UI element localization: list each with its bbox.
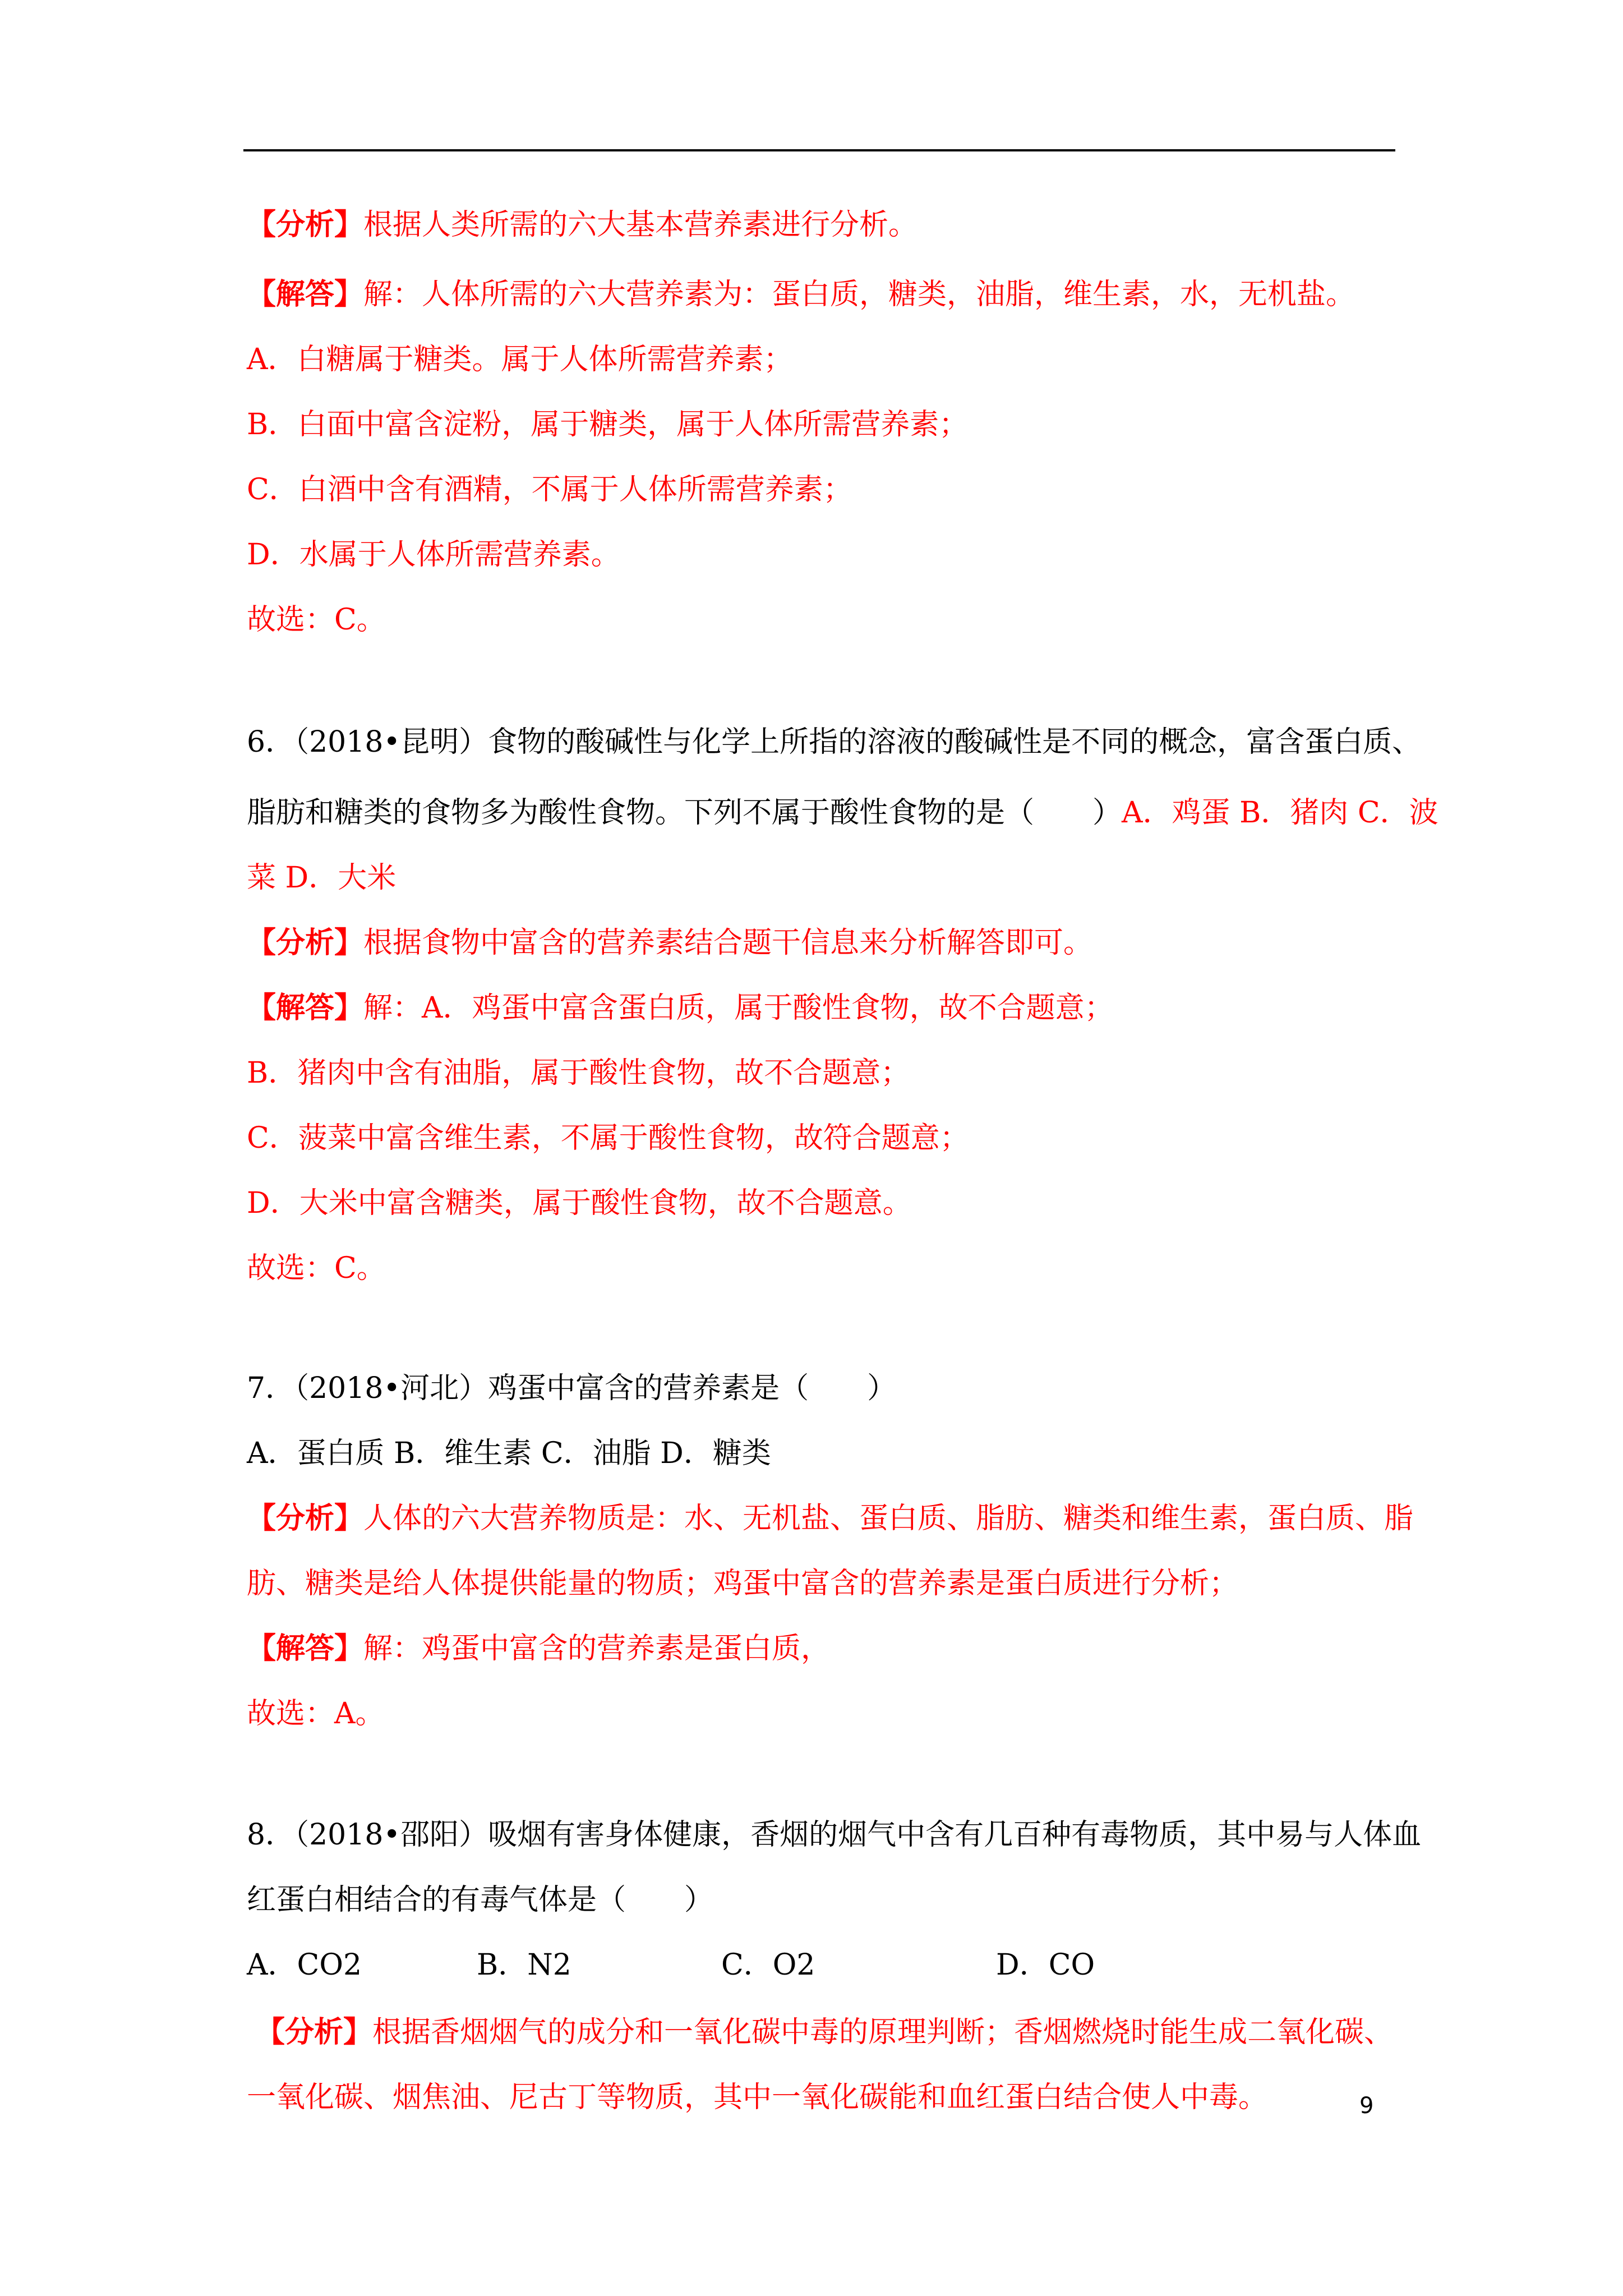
q8-stem-line2: 红蛋白相结合的有毒气体是（ ） [247, 1883, 714, 1917]
header-rule [243, 149, 1395, 151]
q7-answer [247, 1629, 830, 1668]
answer-text: 解：A．鸡蛋中富含蛋白质，属于酸性食物，故不合题意； [363, 991, 1114, 1025]
analysis-text: 人体的六大营养物质是：水、无机盐、蛋白质、脂肪、糖类和维生素，蛋白质、脂 [363, 1502, 1414, 1535]
analysis-text: 根据食物中富含的营养素结合题干信息来分析解答即可。 [363, 926, 1093, 960]
answer-tag: 【解答】 [247, 277, 364, 311]
q8-option-c: C．O2 [721, 1948, 815, 1982]
q5-answer [247, 275, 1355, 314]
q6-stem-line2 [247, 793, 1438, 832]
q5-item-b: B．白面中富含淀粉，属于糖类，属于人体所需营养素； [247, 408, 969, 441]
q7-stem: 7．（2018•河北）鸡蛋中富含的营养素是（ ） [247, 1372, 897, 1405]
q8-analysis-line1 [256, 2013, 1393, 2052]
q6-stem-line1: 6．（2018•昆明）食物的酸碱性与化学上所指的溶液的酸碱性是不同的概念，富含蛋白质、 [247, 725, 1422, 759]
q6-answer [247, 988, 1114, 1028]
q7-analysis-line2: 肪、糖类是给人体提供能量的物质；鸡蛋中富含的营养素是蛋白质进行分析； [247, 1567, 1239, 1600]
q8-analysis-line2: 一氧化碳、烟焦油、尼古丁等物质，其中一氧化碳能和血红蛋白结合使人中毒。 [247, 2081, 1268, 2114]
analysis-tag: 【分析】 [256, 2015, 373, 2049]
q8-stem-line1: 8．（2018•邵阳）吸烟有害身体健康，香烟的烟气中含有几百种有毒物质，其中易与人体血 [247, 1818, 1422, 1852]
q8-option-a: A．CO2 [247, 1948, 362, 1982]
q5-item-a: A．白糖属于糖类。属于人体所需营养素； [247, 343, 793, 376]
q6-item-b: B．猪肉中含有油脂，属于酸性食物，故不合题意； [247, 1056, 910, 1090]
analysis-text: 根据香烟烟气的成分和一氧化碳中毒的原理判断；香烟燃烧时能生成二氧化碳、 [372, 2016, 1394, 2049]
q6-stem-text: 脂肪和糖类的食物多为酸性食物。下列不属于酸性食物的是（ ） [247, 796, 1122, 830]
q5-analysis [247, 205, 917, 245]
q5-item-c: C．白酒中含有酒精，不属于人体所需营养素； [247, 473, 852, 507]
answer-text: 解：鸡蛋中富含的营养素是蛋白质， [363, 1632, 831, 1665]
analysis-text: 根据人类所需的六大基本营养素进行分析。 [363, 208, 918, 242]
q6-item-c: C．菠菜中富含维生素，不属于酸性食物，故符合题意； [247, 1121, 969, 1155]
q6-choice: 故选：C。 [247, 1251, 386, 1285]
q6-options-cont: 菜 D．大米 [247, 861, 396, 895]
q5-item-d: D．水属于人体所需营养素。 [247, 538, 620, 572]
analysis-tag: 【分析】 [247, 1501, 364, 1535]
q5-choice: 故选：C。 [247, 603, 386, 637]
q7-analysis-line1 [247, 1499, 1413, 1538]
page-number: 9 [1359, 2093, 1374, 2119]
answer-text: 解：人体所需的六大营养素为：蛋白质，糖类，油脂，维生素，水，无机盐。 [363, 278, 1355, 311]
q8-option-d: D．CO [996, 1948, 1095, 1982]
q6-options: A．鸡蛋 B．猪肉 C．波 [1122, 796, 1438, 830]
q7-choice: 故选：A。 [247, 1697, 385, 1731]
q7-options: A．蛋白质 B．维生素 C．油脂 D．糖类 [247, 1437, 771, 1470]
analysis-tag: 【分析】 [247, 208, 364, 242]
analysis-tag: 【分析】 [247, 926, 364, 960]
answer-tag: 【解答】 [247, 1631, 364, 1665]
q6-analysis [247, 923, 1092, 963]
answer-tag: 【解答】 [247, 991, 364, 1025]
q6-item-d: D．大米中富含糖类，属于酸性食物，故不合题意。 [247, 1186, 912, 1220]
q8-option-b: B．N2 [477, 1948, 571, 1982]
